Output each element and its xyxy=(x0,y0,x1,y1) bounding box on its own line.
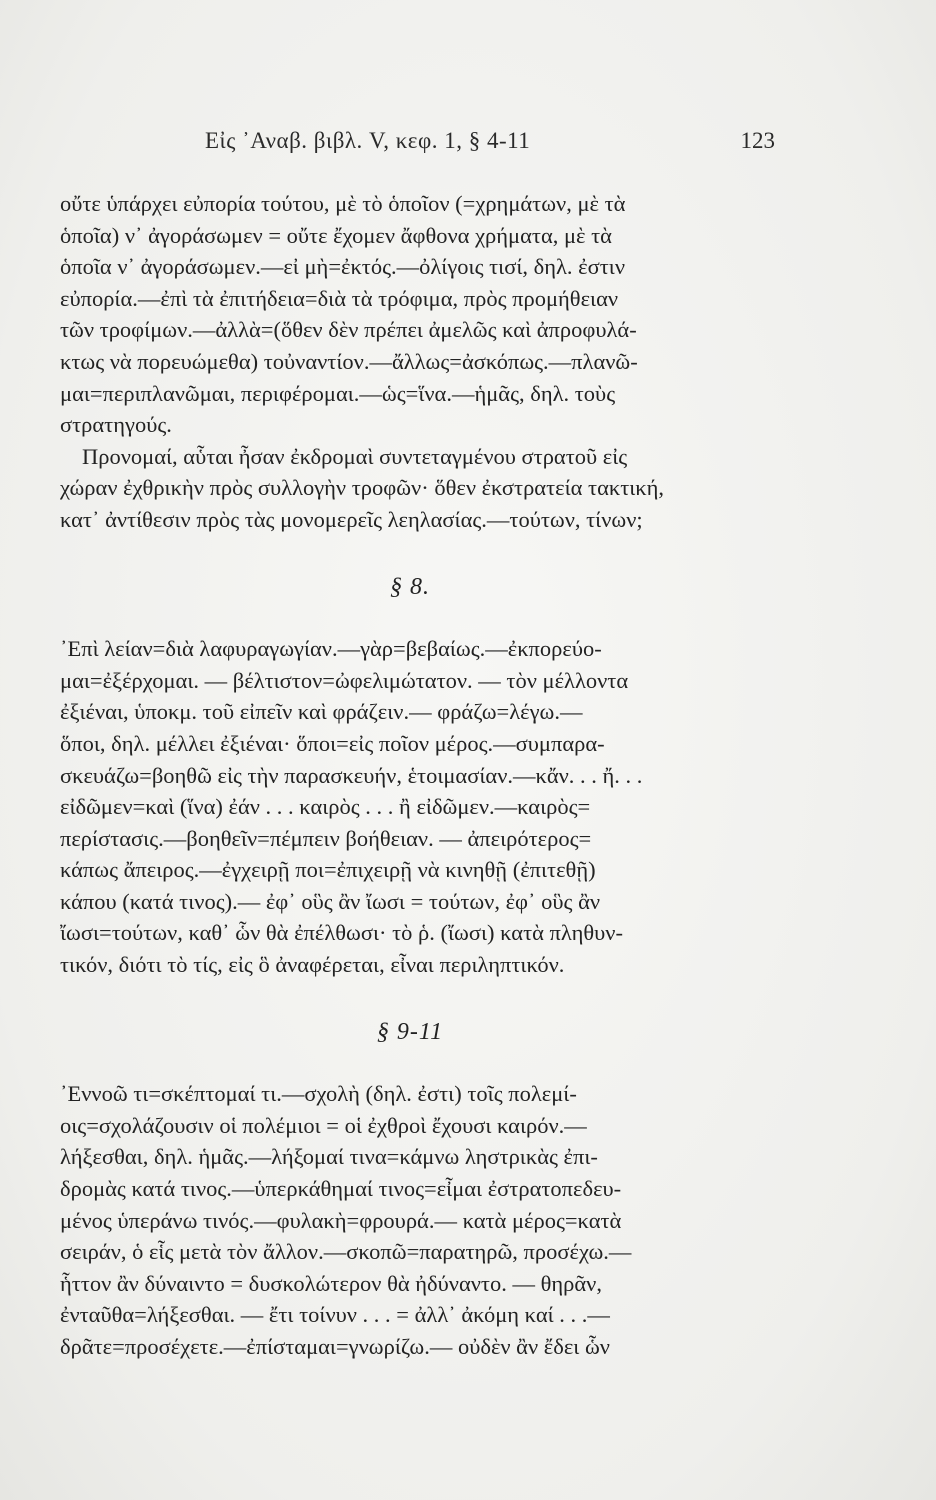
text-line: ἴωσι=τούτων, καθ᾿ ὧν θὰ ἐπέλθωσι· τὸ ῥ. (ἴωσι) κατὰ πληθυν- xyxy=(60,920,623,946)
section-heading-9-11: § 9-11 xyxy=(376,1018,444,1045)
text-line: οὔτε ὑπάρχει εὐπορία τούτου, μὲ τὸ ὁποῖον (=χρημάτων, μὲ τὰ xyxy=(60,191,626,216)
page-header xyxy=(205,128,775,168)
running-title: Εἰς ᾿Αναβ. βιβλ. V, κεφ. 1, § 4-11 xyxy=(205,128,531,153)
text-line: μένος ὑπεράνω τινός.—φυλακὴ=φρουρά.— κατὰ μέρος=κατὰ xyxy=(60,1207,622,1233)
text-line: δρομὰς κατά τινος.—ὑπερκάθημαί τινος=εἶμαι ἐστρατοπεδευ- xyxy=(60,1176,622,1202)
text-line: ᾿Εννοῶ τι=σκέπτομαί τι.—σχολὴ (δηλ. ἐστι) τοῖς πολεμί- xyxy=(60,1081,577,1107)
text-line: ὅποι, δηλ. μέλλει ἐξιέναι· ὅποι=εἰς ποῖον μέρος.—συμπαρα- xyxy=(60,730,605,756)
text-line: δρᾶτε=προσέχετε.—ἐπίσταμαι=γνωρίζω.— οὐδὲν ἂν ἔδει ὧν xyxy=(60,1334,610,1359)
text-line: ἐνταῦθα=λήξεσθαι. — ἔτι τοίνυν . . . = ἀλλ᾿ ἀκόμη καί . . .— xyxy=(60,1302,610,1328)
text-line: τικόν, διότι τὸ τίς, εἰς ὃ ἀναφέρεται, εἶναι περιληπτικόν. xyxy=(60,952,565,978)
text-line: σκευάζω=βοηθῶ εἰς τὴν παρασκευήν, ἑτοιμασίαν.—κἄν. . . ἤ. . . xyxy=(60,762,643,788)
page-number: 123 xyxy=(740,128,775,153)
text-line: ᾿Επὶ λείαν=διὰ λαφυραγωγίαν.—γὰρ=βεβαίως.—ἐκπορεύο- xyxy=(60,636,602,662)
text-line: περίστασις.—βοηθεῖν=πέμπειν βοήθειαν. — ἀπειρότερος= xyxy=(60,825,592,851)
text-line: κάπου (κατά τινος).— ἐφ᾿ οὓς ἂν ἴωσι = τούτων, ἐφ᾿ οὓς ἂν xyxy=(60,888,601,914)
text-line: κατ᾿ ἀντίθεσιν πρὸς τὰς μονομερεῖς λεηλασίας.—τούτων, τίνων; xyxy=(60,506,643,532)
text-line: Προνομαί, αὗται ἦσαν ἐκδρομαὶ συντεταγμένου στρατοῦ εἰς xyxy=(82,443,628,469)
text-line: μαι=περιπλανῶμαι, περιφέρομαι.—ὡς=ἵνα.—ἡμᾶς, δηλ. τοὺς xyxy=(60,380,616,406)
text-line: κάπως ἄπειρος.—ἐγχειρῇ ποι=ἐπιχειρῇ νὰ κινηθῇ (ἐπιτεθῇ) xyxy=(60,857,596,883)
text-line: λήξεσθαι, δηλ. ἡμᾶς.—λήξομαί τινα=κάμνω ληστρικὰς ἐπι- xyxy=(60,1144,598,1170)
text-line: εὐπορία.—ἐπὶ τὰ ἐπιτήδεια=διὰ τὰ τρόφιμα, πρὸς προμήθειαν xyxy=(60,285,619,311)
paragraph-3 xyxy=(60,633,790,981)
section-heading-8: § 8. xyxy=(390,573,430,600)
text-line: ὁποῖα) ν᾿ ἀγοράσωμεν = οὔτε ἔχομεν ἄφθονα χρήματα, μὲ τὰ xyxy=(60,222,612,248)
text-line: ἧττον ἂν δύναιντο = δυσκολώτερον θὰ ἠδύναντο. — θηρᾶν, xyxy=(60,1270,602,1296)
paragraph-2 xyxy=(60,441,790,536)
paragraph-4 xyxy=(60,1078,790,1362)
commentary-text xyxy=(60,188,790,1363)
text-line: τῶν τροφίμων.—ἀλλὰ=(ὅθεν δὲν πρέπει ἀμελῶς καὶ ἀπροφυλά- xyxy=(60,317,637,343)
text-line: χώραν ἐχθρικὴν πρὸς συλλογὴν τροφῶν· ὅθεν ἐκστρατεία τακτική, xyxy=(60,475,665,501)
text-line: κτως νὰ πορευώμεθα) τοὐναντίον.—ἄλλως=ἀσκόπως.—πλανῶ- xyxy=(60,348,638,374)
text-line: σειράν, ὁ εἷς μετὰ τὸν ἄλλον.—σκοπῶ=παρατηρῶ, προσέχω.— xyxy=(60,1239,632,1265)
text-line: στρατηγούς. xyxy=(60,412,172,438)
text-line: ἐξιέναι, ὑποκμ. τοῦ εἰπεῖν καὶ φράζειν.— φράζω=λέγω.— xyxy=(60,699,583,725)
text-line: ὁποῖα ν᾿ ἀγοράσωμεν.—εἰ μὴ=ἐκτός.—ὀλίγοις τισί, δηλ. ἐστιν xyxy=(60,254,626,280)
text-line: οις=σχολάζουσιν οἱ πολέμιοι = οἱ ἐχθροὶ ἔχουσι καιρόν.— xyxy=(60,1112,587,1138)
text-line: εἰδῶμεν=καὶ (ἵνα) ἐάν . . . καιρὸς . . . ἢ εἰδῶμεν.—καιρὸς= xyxy=(60,794,591,820)
text-line: μαι=ἐξέρχομαι. — βέλτιστον=ὠφελιμώτατον. — τὸν μέλλοντα xyxy=(60,667,629,693)
paragraph-1 xyxy=(60,188,790,441)
